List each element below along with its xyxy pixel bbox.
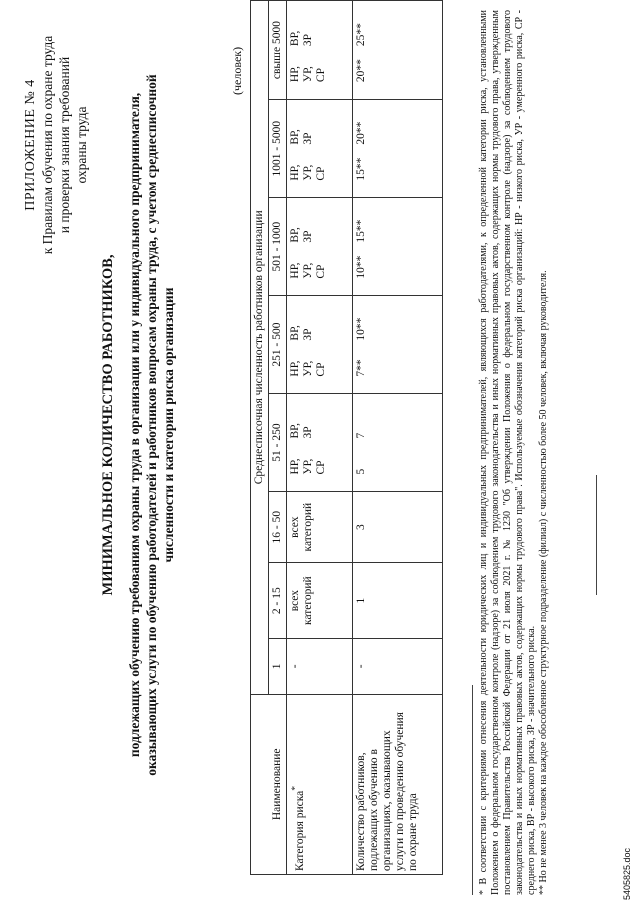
column-header: 1001 - 5000 <box>269 100 287 198</box>
column-header: 1 <box>269 638 287 694</box>
cell-part: ВР, ЗР <box>289 129 314 145</box>
title-line: численности и категории риска организации <box>161 287 176 563</box>
cell-part: 20** <box>355 121 367 145</box>
table-cell <box>287 394 353 492</box>
row-name-text: Категория риска <box>293 790 306 871</box>
row-name-text: Количество работников, подлежащих обучению в организациях, оказывающих услуги по проведению обучения по охране труда <box>355 712 419 871</box>
workers-table <box>250 0 443 875</box>
column-header: 51 - 250 <box>269 394 287 492</box>
table-cell: всех категорий <box>287 492 353 563</box>
footnote-marker: * <box>290 785 301 791</box>
column-header: 16 - 50 <box>269 492 287 563</box>
table-cell <box>353 198 443 296</box>
table-cell <box>353 100 443 198</box>
name-header: Наименование <box>251 694 287 874</box>
column-header: свыше 5000 <box>269 1 287 100</box>
row-name <box>353 694 443 874</box>
appendix-line: охраны труда <box>74 106 89 184</box>
cell-part: НР, УР, СР <box>289 262 327 279</box>
document-id: 5405825.doc <box>622 847 632 900</box>
appendix-line: к Правилам обучения по охране труда <box>40 35 55 255</box>
footnote-item: * В соответствии с критериями отнесения деятельности юридических лиц и индивидуальных предпринимателей, являющихся работодателями, к определенной категории риска, установленными Положением о федеральном государственном контроле (надзоре) за соблюдением трудового законодательства и иных нормативных правовых актов, содержащих нормы трудового права, утвержденным постановлением Правительства Российской Федерации от 21 июля 2021 г. № 1230 "Об утверждении Положения о федеральном государственном контроле (надзоре) за соблюдением трудового законодательства и иных нормативных правовых актов, содержащих нормы трудового права". Используемые обозначения категорий риска организаций: НР - низкого риска, УР - умеренного риска, СР - среднего риска, ВР - высокого риска, ЗР - значительного риска. <box>478 10 537 895</box>
footnotes <box>478 10 550 895</box>
footnote-item: ** Но не менее 3 человек на каждое обособленное структурное подразделение (филиал) с численностью более 50 человек, включая руководителя. <box>538 270 549 895</box>
title-line: подлежащих обучению требованиям охраны труда в организации или у индивидуального предпринимателя, <box>127 92 142 758</box>
table-cell: - <box>287 638 353 694</box>
cell-part: 10** <box>355 317 367 341</box>
cell-part: 15** <box>355 157 367 181</box>
appendix-label: ПРИЛОЖЕНИЕ № 4 <box>23 79 38 211</box>
table-cell: 1 <box>353 563 443 639</box>
table-cell: 3 <box>353 492 443 563</box>
row-name <box>287 694 353 874</box>
footnote-divider <box>472 685 473 895</box>
column-header: 2 - 15 <box>269 563 287 639</box>
table-row <box>353 1 443 875</box>
column-header: 251 - 500 <box>269 296 287 394</box>
appendix-block <box>22 15 90 275</box>
end-divider <box>596 475 597 595</box>
title-main: МИНИМАЛЬНОЕ КОЛИЧЕСТВО РАБОТНИКОВ, <box>100 254 116 596</box>
cell-part: 7** <box>355 359 367 377</box>
table-cell <box>287 296 353 394</box>
table-cell <box>287 1 353 100</box>
unit-label: (человек) <box>230 46 244 95</box>
cell-part: 5 <box>355 468 367 475</box>
cell-part: НР, УР, СР <box>289 360 327 377</box>
table-row <box>287 1 353 875</box>
cell-part: 25** <box>355 23 367 47</box>
cell-part: 7 <box>355 432 367 439</box>
table-cell <box>287 100 353 198</box>
appendix-line: и проверки знания требований <box>57 56 72 234</box>
table-cell <box>353 296 443 394</box>
cell-part: 10** <box>355 255 367 279</box>
cell-part: ВР, ЗР <box>289 227 314 243</box>
group-header: Среднесписочная численность работников организации <box>251 1 269 695</box>
cell-part: НР, УР, СР <box>289 458 327 475</box>
title-line: оказывающих услуги по обучению работодателей и работников вопросам охраны труда, с учетом среднесписочной <box>144 74 159 776</box>
table-cell <box>287 198 353 296</box>
table-cell: всех категорий <box>287 563 353 639</box>
table-cell <box>353 1 443 100</box>
document-title <box>100 35 177 815</box>
cell-part: ВР, ЗР <box>289 325 314 341</box>
table-cell <box>353 394 443 492</box>
cell-part: НР, УР, СР <box>289 65 327 83</box>
cell-part: 20** <box>355 59 367 83</box>
cell-part: ВР, ЗР <box>289 30 314 47</box>
cell-part: ВР, ЗР <box>289 423 314 439</box>
table-cell: - <box>353 638 443 694</box>
cell-part: 15** <box>355 219 367 243</box>
column-header: 501 - 1000 <box>269 198 287 296</box>
cell-part: НР, УР, СР <box>289 164 327 181</box>
